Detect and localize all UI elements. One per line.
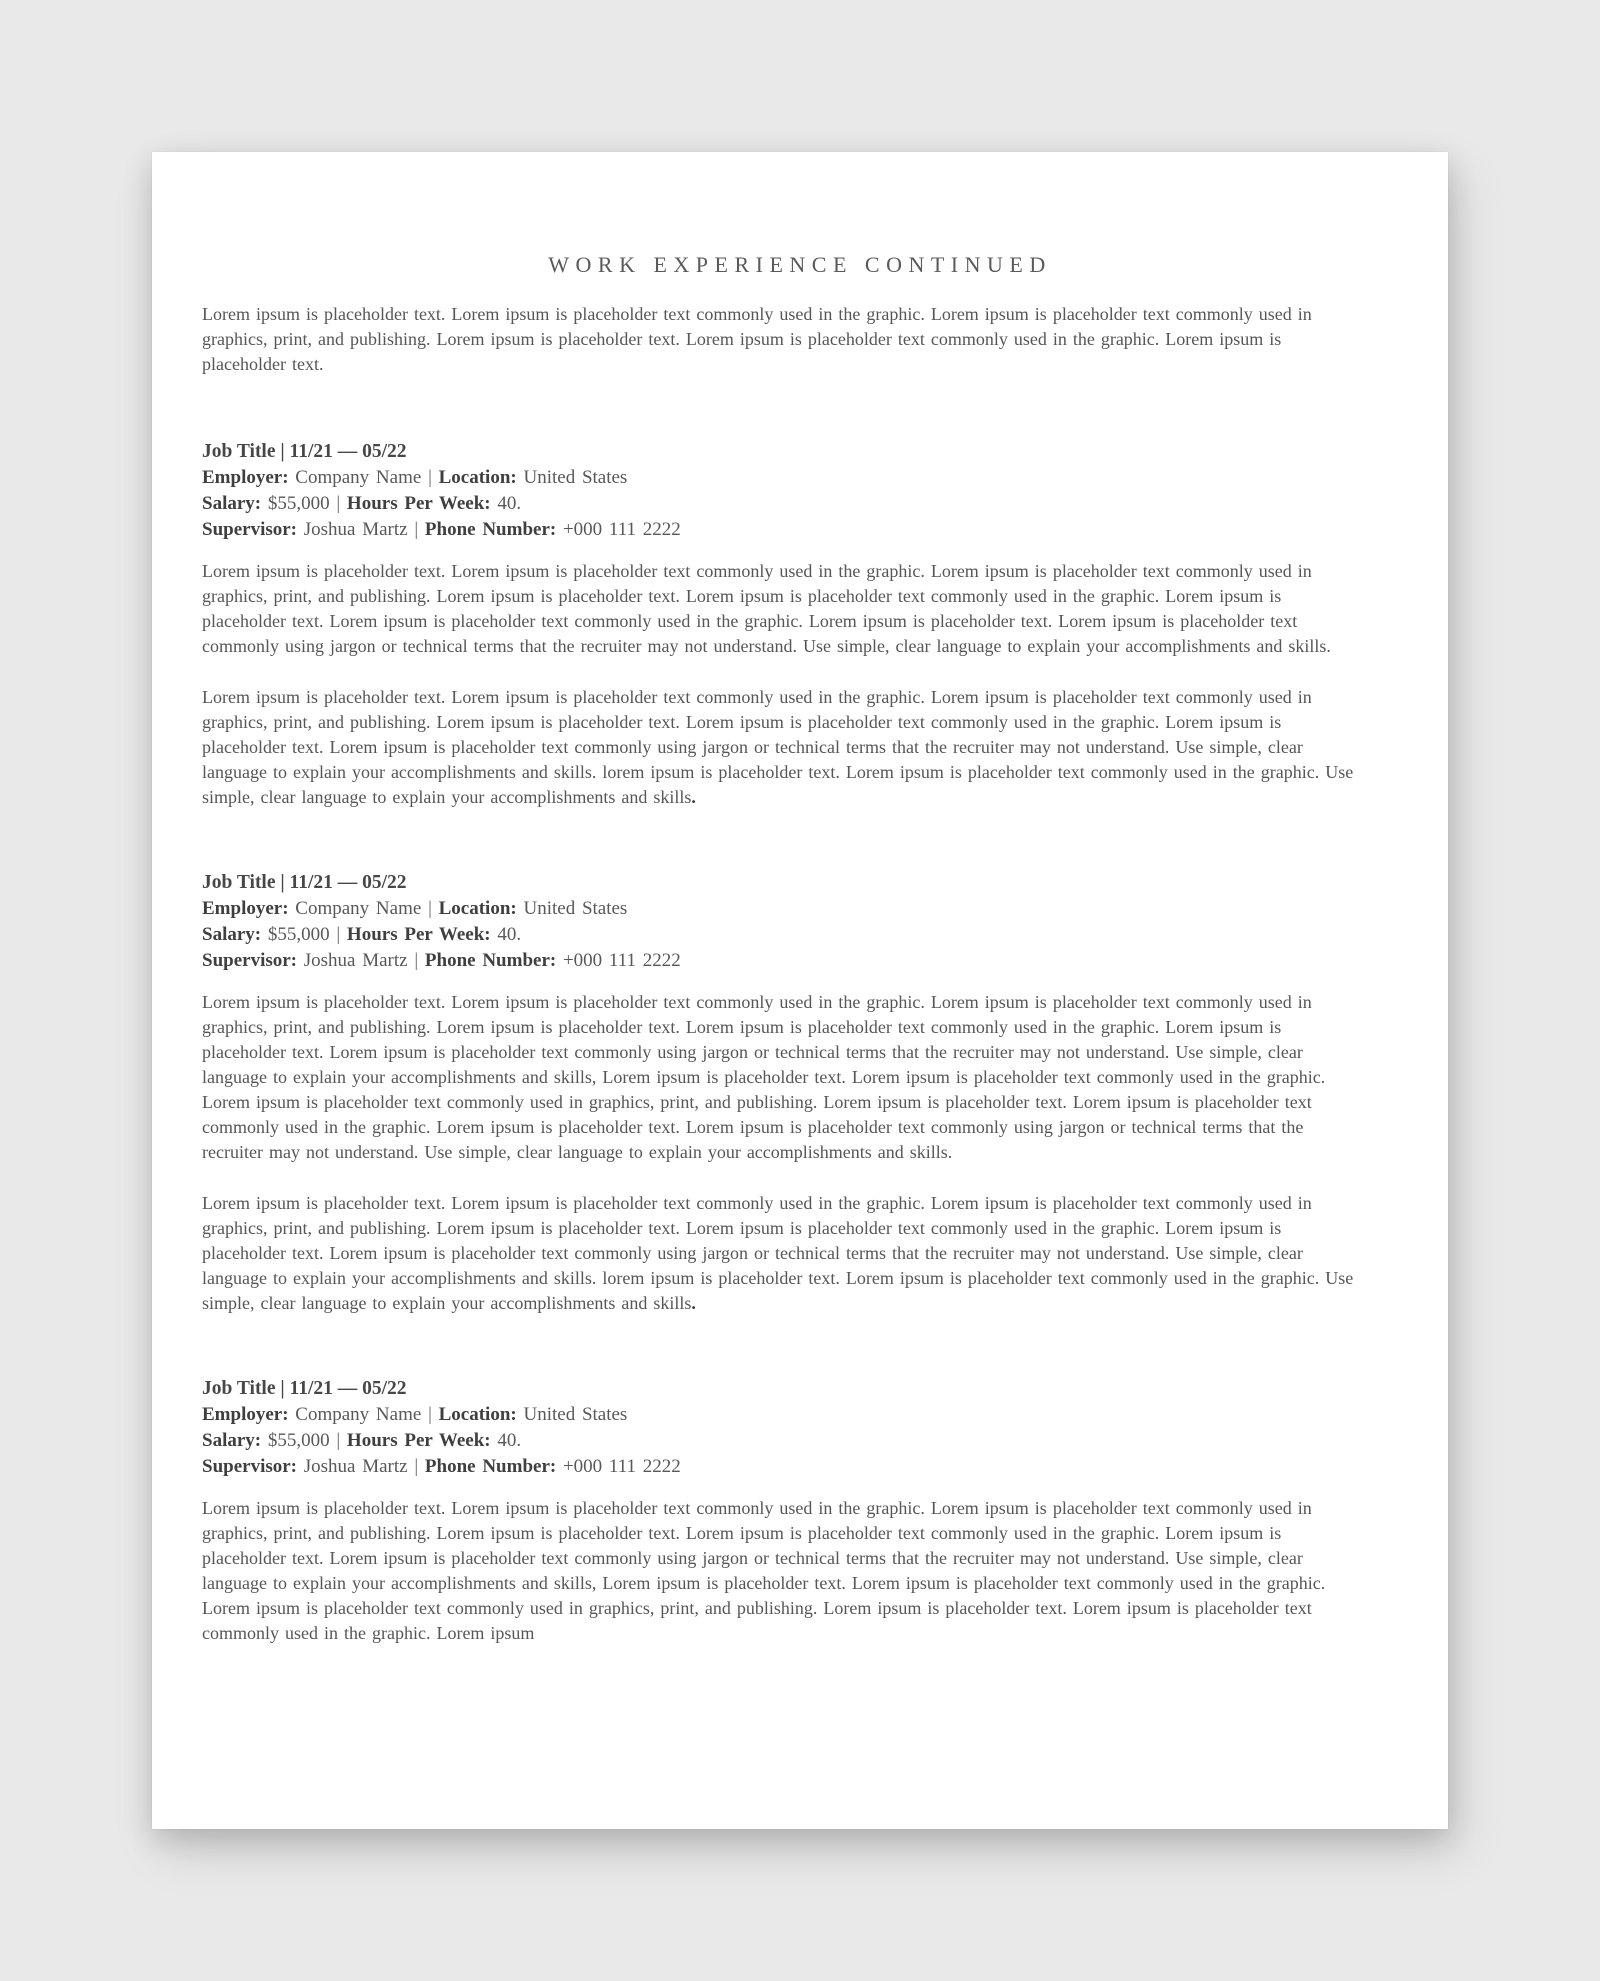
hours-label: Hours Per Week:: [346, 924, 491, 945]
employer-label: Employer:: [202, 467, 289, 488]
salary-value: $55,000: [267, 1430, 330, 1451]
job-detail-line: [202, 1454, 1362, 1480]
phone-value: +000 111 2222: [562, 1456, 681, 1477]
hours-label: Hours Per Week:: [346, 493, 491, 514]
separator: |: [336, 1430, 341, 1451]
location-label: Location:: [438, 1404, 517, 1425]
separator: |: [414, 950, 419, 971]
supervisor-value: Joshua Martz: [303, 519, 408, 540]
separator: |: [414, 519, 419, 540]
supervisor-value: Joshua Martz: [303, 1456, 408, 1477]
supervisor-value: Joshua Martz: [303, 950, 408, 971]
salary-value: $55,000: [267, 493, 330, 514]
employer-value: Company Name: [295, 898, 422, 919]
job-detail-line: [202, 922, 1362, 948]
job-detail-line: [202, 1428, 1362, 1454]
separator: |: [414, 1456, 419, 1477]
resume-page: [152, 152, 1448, 1829]
job-detail-line: [202, 491, 1362, 517]
phone-value: +000 111 2222: [562, 519, 681, 540]
bold-period: .: [691, 787, 696, 807]
employer-label: Employer:: [202, 1404, 289, 1425]
hours-value: 40.: [497, 924, 522, 945]
job-detail-line: [202, 465, 1362, 491]
location-value: United States: [523, 467, 628, 488]
location-label: Location:: [438, 467, 517, 488]
salary-value: $55,000: [267, 924, 330, 945]
job-paragraph: [202, 685, 1362, 810]
employer-value: Company Name: [295, 1404, 422, 1425]
job-detail-line: [202, 948, 1362, 974]
paragraph-text: Lorem ipsum is placeholder text. Lorem ipsum is placeholder text commonly used in the graphic. Lorem ipsum is placeholder text commonly used in graphics, print, and publishing. Lorem ipsum is placeholder text. Lorem ipsum is placeholder text commonly used in the graphic. Lorem ipsum is placeholder text. Lorem ipsum is placeholder text commonly used in the graphic. Lorem ipsum is placeholder text. Lorem ipsum is placeholder text commonly using jargon or technical terms that the recruiter may not understand. Use simple, clear language to explain your accomplishments and skills.: [202, 561, 1331, 656]
employer-label: Employer:: [202, 898, 289, 919]
paragraph-text: Lorem ipsum is placeholder text. Lorem ipsum is placeholder text commonly used in the graphic. Lorem ipsum is placeholder text commonly used in graphics, print, and publishing. Lorem ipsum is placeholder text. Lorem ipsum is placeholder text commonly used in the graphic. Lorem ipsum is placeholder text. Lorem ipsum is placeholder text commonly using jargon or technical terms that the recruiter may not understand. Use simple, clear language to explain your accomplishments and skills. lorem ipsum is placeholder text. Lorem ipsum is placeholder text commonly used in the graphic. Use simple, clear language to explain your accomplishments and skills: [202, 1193, 1354, 1313]
job-section: [202, 1376, 1362, 1646]
phone-label: Phone Number:: [424, 1456, 557, 1477]
hours-value: 40.: [497, 493, 522, 514]
job-detail-line: [202, 896, 1362, 922]
job-paragraph: [202, 990, 1362, 1165]
job-paragraph: [202, 559, 1362, 659]
paragraph-text: Lorem ipsum is placeholder text. Lorem ipsum is placeholder text commonly used in the graphic. Lorem ipsum is placeholder text commonly used in graphics, print, and publishing. Lorem ipsum is placeholder text. Lorem ipsum is placeholder text commonly used in the graphic. Lorem ipsum is placeholder text. Lorem ipsum is placeholder text commonly using jargon or technical terms that the recruiter may not understand. Use simple, clear language to explain your accomplishments and skills, Lorem ipsum is placeholder text. Lorem ipsum is placeholder text commonly used in the graphic. Lorem ipsum is placeholder text commonly used in graphics, print, and publishing. Lorem ipsum is placeholder text. Lorem ipsum is placeholder text commonly used in the graphic. Lorem ipsum is placeholder text. Lorem ipsum is placeholder text commonly using jargon or technical terms that the recruiter may not understand. Use simple, clear language to explain your accomplishments and skills.: [202, 992, 1326, 1162]
phone-label: Phone Number:: [424, 950, 557, 971]
phone-value: +000 111 2222: [562, 950, 681, 971]
location-label: Location:: [438, 898, 517, 919]
salary-label: Salary:: [202, 1430, 262, 1451]
location-value: United States: [523, 1404, 628, 1425]
job-title: Job Title | 11/21 — 05/22: [202, 1378, 407, 1399]
job-section: [202, 439, 1362, 810]
supervisor-label: Supervisor:: [202, 1456, 297, 1477]
paragraph-text: Lorem ipsum is placeholder text. Lorem ipsum is placeholder text commonly used in the graphic. Lorem ipsum is placeholder text commonly used in graphics, print, and publishing. Lorem ipsum is placeholder text. Lorem ipsum is placeholder text commonly used in the graphic. Lorem ipsum is placeholder text. Lorem ipsum is placeholder text commonly using jargon or technical terms that the recruiter may not understand. Use simple, clear language to explain your accomplishments and skills, Lorem ipsum is placeholder text. Lorem ipsum is placeholder text commonly used in the graphic. Lorem ipsum is placeholder text commonly used in graphics, print, and publishing. Lorem ipsum is placeholder text. Lorem ipsum is placeholder text commonly used in the graphic. Lorem ipsum: [202, 1498, 1326, 1643]
separator: |: [336, 924, 341, 945]
hours-value: 40.: [497, 1430, 522, 1451]
phone-label: Phone Number:: [424, 519, 557, 540]
separator: |: [428, 898, 432, 919]
supervisor-label: Supervisor:: [202, 519, 297, 540]
job-detail-line: [202, 1402, 1362, 1428]
job-paragraph: [202, 1496, 1362, 1646]
job-header: [202, 1376, 1362, 1480]
job-paragraph: [202, 1191, 1362, 1316]
paragraph-text: Lorem ipsum is placeholder text. Lorem ipsum is placeholder text commonly used in the graphic. Lorem ipsum is placeholder text commonly used in graphics, print, and publishing. Lorem ipsum is placeholder text. Lorem ipsum is placeholder text commonly used in the graphic. Lorem ipsum is placeholder text. Lorem ipsum is placeholder text commonly using jargon or technical terms that the recruiter may not understand. Use simple, clear language to explain your accomplishments and skills. lorem ipsum is placeholder text. Lorem ipsum is placeholder text commonly used in the graphic. Use simple, clear language to explain your accomplishments and skills: [202, 687, 1354, 807]
separator: |: [428, 1404, 432, 1425]
location-value: United States: [523, 898, 628, 919]
separator: |: [336, 493, 341, 514]
job-section: [202, 870, 1362, 1316]
supervisor-label: Supervisor:: [202, 950, 297, 971]
intro-paragraph: Lorem ipsum is placeholder text. Lorem ipsum is placeholder text commonly used in the graphic. Lorem ipsum is placeholder text commonly used in graphics, print, and publishing. Lorem ipsum is placeholder text. Lorem ipsum is placeholder text commonly used in the graphic. Lorem ipsum is placeholder text.: [202, 304, 1312, 374]
job-header: [202, 439, 1362, 543]
job-header: [202, 870, 1362, 974]
salary-label: Salary:: [202, 493, 262, 514]
hours-label: Hours Per Week:: [346, 1430, 491, 1451]
job-title: Job Title | 11/21 — 05/22: [202, 441, 407, 462]
job-detail-line: [202, 517, 1362, 543]
separator: |: [428, 467, 432, 488]
job-title: Job Title | 11/21 — 05/22: [202, 872, 407, 893]
page-title: WORK EXPERIENCE CONTINUED: [548, 252, 1052, 277]
bold-period: .: [691, 1293, 696, 1313]
salary-label: Salary:: [202, 924, 262, 945]
employer-value: Company Name: [295, 467, 422, 488]
